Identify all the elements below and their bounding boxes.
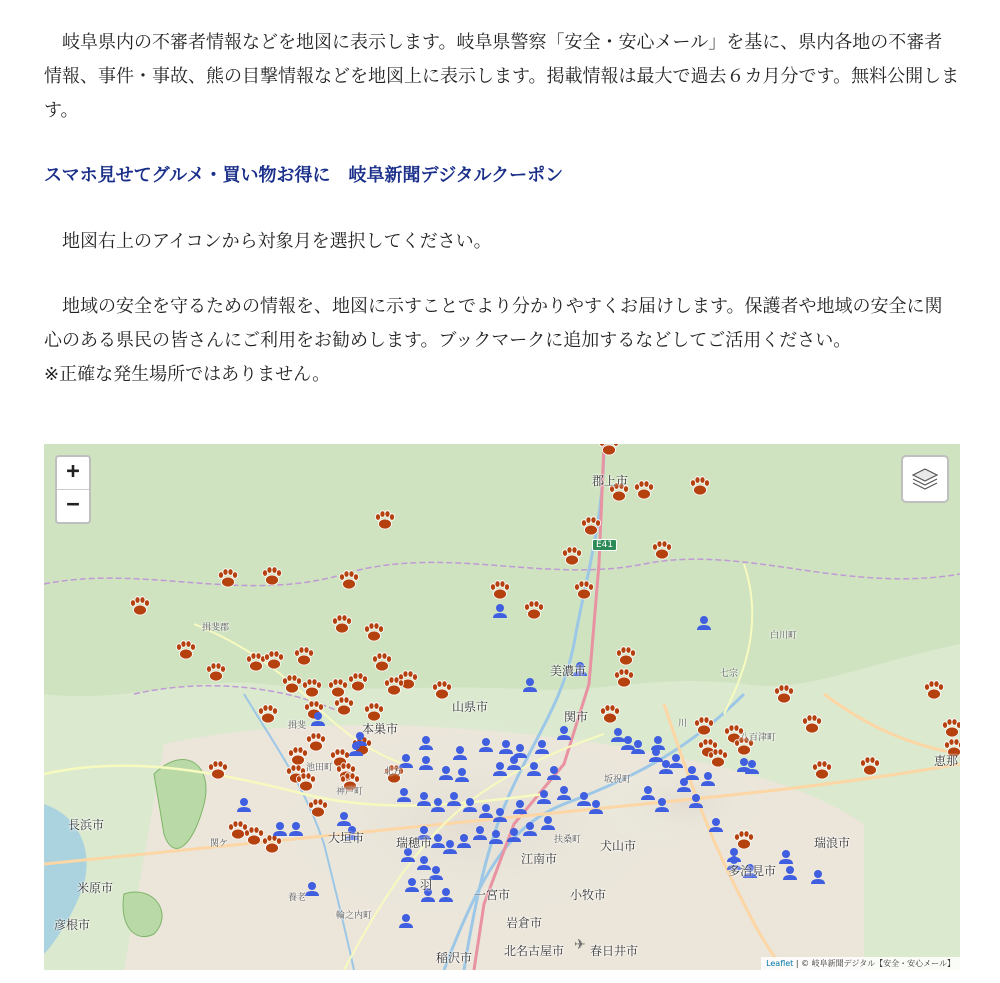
label-yoro: 養老 (288, 893, 307, 903)
attribution-text: | © 岐阜新聞デジタル【安全・安心メール】 (793, 959, 955, 968)
svg-text:✈: ✈ (574, 937, 586, 953)
label-fusou: 扶桑町 (554, 835, 582, 845)
label-mizuho: 瑞穂市 (396, 836, 433, 850)
label-inuyama: 犬山市 (600, 839, 637, 853)
zoom-control (55, 455, 91, 524)
label-seki: 関市 (564, 710, 589, 724)
label-inazawa: 稲沢市 (436, 951, 473, 965)
label-ibi: 揖斐郡 (202, 623, 230, 633)
label-mino: 美濃市 (550, 664, 587, 678)
purpose-text: 地域の安全を守るための情報を、地図に示すことでより分かりやすくお届けします。保護者や地域の安全に関心のある県民の皆さんにご利用をお勧めします。ブックマークに追加するなどしてご活用ください。 (44, 296, 943, 351)
label-yaotsu: 八百津町 (740, 733, 777, 743)
label-kitanagoya: 北名古屋市 (504, 944, 565, 958)
label-motosu: 本巣市 (362, 722, 399, 736)
label-tajimi: 多治見市 (728, 864, 777, 878)
label-konan: 江南市 (521, 852, 558, 866)
disclaimer-note: ※正確な発生場所ではありません。 (44, 364, 331, 385)
layers-icon (903, 457, 947, 501)
label-kanbe: 神戸町 (336, 787, 364, 797)
label-kawabe: 川 (678, 719, 688, 729)
label-mizunami: 瑞浪市 (814, 836, 851, 850)
label-shirakawa: 白川町 (770, 631, 798, 641)
label-ena: 恵那 (934, 754, 959, 768)
incident-map[interactable] (44, 444, 960, 970)
label-ichinomiya: 一宮市 (474, 888, 511, 902)
label-yamagata: 山県市 (452, 700, 489, 714)
zoom-in-button[interactable]: + (66, 459, 80, 484)
intro-paragraph: 岐阜県内の不審者情報などを地図に表示します。岐阜県警察「安全・安心メール」を基に、県内各地の不審者情報、事件・事故、熊の目撃情報などを地図上に表示します。掲載情報は最大で過去６カ月分です。無料公開します。 (44, 32, 960, 121)
label-ikeda: 池田町 (306, 763, 334, 773)
road-shield: E41 (592, 539, 617, 551)
label-gujo: 郡上市 (592, 474, 629, 488)
label-komaki: 小牧市 (570, 888, 607, 902)
label-iwakura: 岩倉市 (506, 916, 543, 930)
label-hikone: 彦根市 (54, 918, 91, 932)
label-maibara: 米原市 (77, 881, 114, 895)
instruction-paragraph: 地図右上のアイコンから対象月を選択してください。 (62, 231, 492, 252)
map-attribution (761, 957, 960, 970)
zoom-out-button[interactable]: − (57, 489, 89, 522)
label-hashima: 羽 (420, 878, 433, 892)
label-sekigahara: 関ケ (210, 839, 229, 849)
label-anpachi: 輪之内町 (336, 911, 373, 921)
label-kitagata: 北方 (384, 767, 403, 777)
label-nagahama: 長浜市 (68, 818, 105, 832)
coupon-promo-link[interactable]: スマホ見せてグルメ・買い物お得に 岐阜新聞デジタルクーポン (44, 165, 564, 186)
label-kasugai: 春日井市 (590, 944, 639, 958)
label-hichiso: 七宗 (720, 669, 739, 679)
leaflet-link[interactable]: Leaflet (766, 959, 794, 968)
purpose-paragraph (44, 290, 960, 392)
label-sakahogi: 坂祝町 (604, 775, 632, 785)
label-ibigawa: 揖斐 (288, 721, 307, 731)
label-ogaki: 大垣市 (328, 831, 365, 845)
layers-button[interactable] (901, 455, 949, 503)
